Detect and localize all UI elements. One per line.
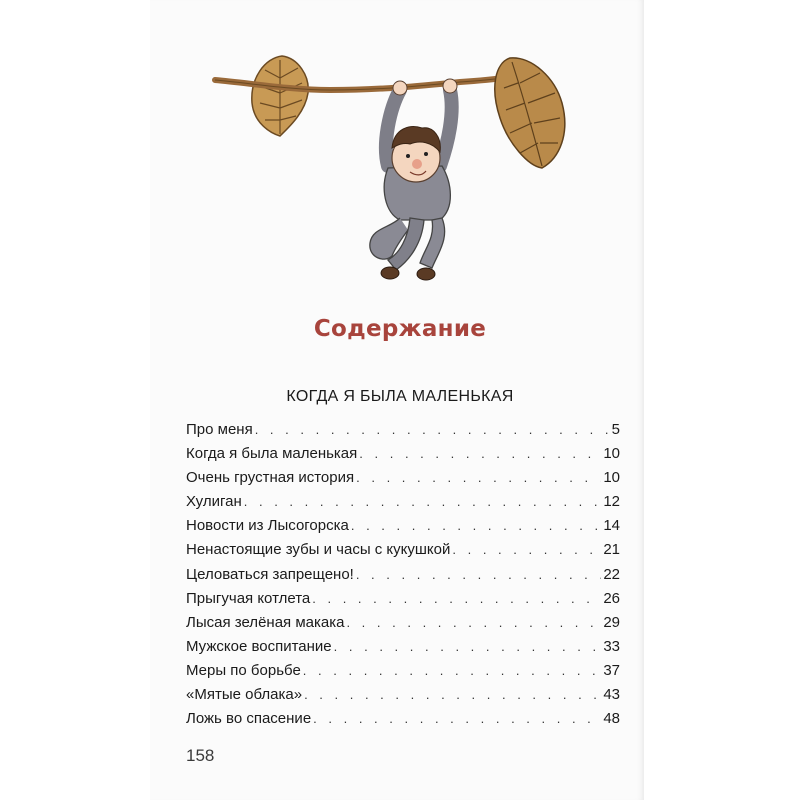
toc-entry <box>186 614 620 638</box>
table-of-contents <box>186 421 620 734</box>
toc-entry-page: 29 <box>603 613 620 631</box>
toc-entry <box>186 566 620 590</box>
toc-entry <box>186 590 620 614</box>
toc-entry-title: Целоваться запрещено! <box>186 565 354 583</box>
toc-leader-dots <box>255 422 608 437</box>
toc-entry-title: «Мятые облака» <box>186 686 303 704</box>
toc-leader-dots <box>312 591 601 606</box>
toc-entry-page: 22 <box>603 565 620 583</box>
toc-entry-title: Лысая зелёная макака <box>186 613 345 631</box>
toc-entry <box>186 662 620 686</box>
toc-entry-page: 37 <box>603 661 620 679</box>
toc-entry-page: 14 <box>603 517 620 535</box>
section-title: КОГДА Я БЫЛА МАЛЕНЬКАЯ <box>286 388 514 405</box>
toc-leader-dots <box>359 446 601 461</box>
toc-entry <box>186 541 620 565</box>
toc-entry <box>186 517 620 541</box>
toc-entry-page: 43 <box>603 686 620 704</box>
toc-entry <box>186 445 620 469</box>
toc-entry <box>186 421 620 445</box>
toc-leader-dots <box>356 470 601 485</box>
boy-figure <box>370 79 457 280</box>
toc-entry <box>186 469 620 493</box>
toc-entry-title: Хулиган <box>186 493 242 511</box>
toc-entry-title: Ненастоящие зубы и часы с кукушкой <box>186 541 451 559</box>
toc-leader-dots <box>351 518 601 533</box>
toc-leader-dots <box>356 567 601 582</box>
toc-leader-dots <box>313 711 601 726</box>
toc-entry-page: 48 <box>603 710 620 728</box>
toc-entry <box>186 686 620 710</box>
toc-leader-dots <box>303 663 602 678</box>
toc-leader-dots <box>452 542 601 557</box>
toc-entry-title: Ложь во спасение <box>186 710 312 728</box>
left-leaf <box>252 56 308 136</box>
toc-entry <box>186 710 620 734</box>
toc-entry-page: 21 <box>603 541 620 559</box>
toc-leader-dots <box>346 615 601 630</box>
toc-entry-title: Про меня <box>186 421 253 438</box>
toc-heading: Содержание <box>313 316 487 342</box>
toc-entry-page: 33 <box>603 637 620 655</box>
boy-hanging-illustration <box>210 48 590 298</box>
toc-entry-title: Меры по борьбе <box>186 661 301 679</box>
toc-leader-dots <box>244 494 602 509</box>
toc-entry-title: Очень грустная история <box>186 469 355 487</box>
toc-leader-dots <box>304 687 601 702</box>
toc-entry-page: 10 <box>603 445 620 463</box>
toc-entry-page: 12 <box>603 493 620 511</box>
toc-entry <box>186 638 620 662</box>
toc-entry-title: Новости из Лысогорска <box>186 517 349 535</box>
toc-entry-title: Мужское воспитание <box>186 637 332 655</box>
toc-entry-title: Прыгучая котлета <box>186 589 311 607</box>
right-leaf <box>495 58 565 168</box>
toc-entry <box>186 493 620 517</box>
toc-entry-page: 26 <box>603 589 620 607</box>
toc-entry-page: 10 <box>603 469 620 487</box>
page-number: 158 <box>186 746 215 765</box>
toc-leader-dots <box>334 639 602 654</box>
toc-entry-title: Когда я была маленькая <box>186 445 358 463</box>
toc-entry-page: 5 <box>611 421 620 438</box>
